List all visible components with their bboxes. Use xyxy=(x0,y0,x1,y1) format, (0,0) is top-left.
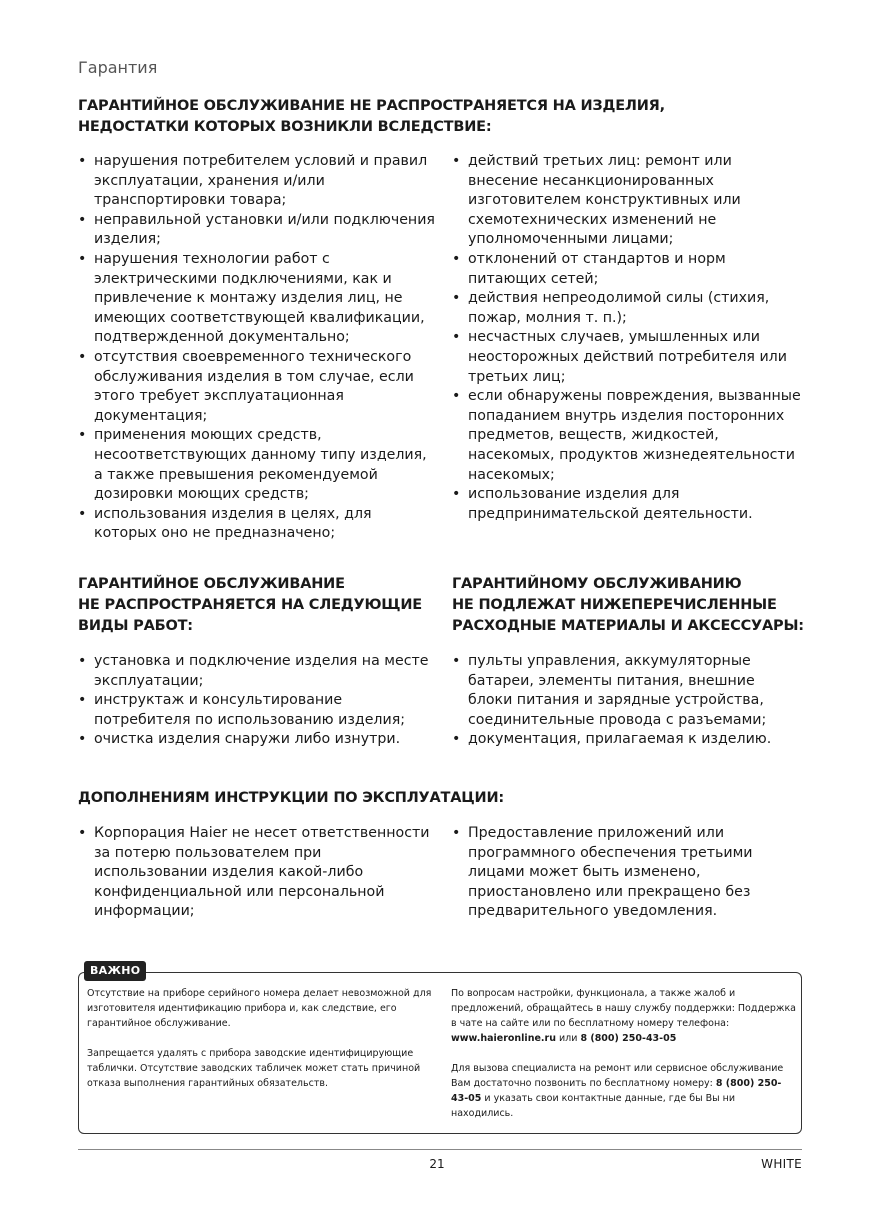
consumables-heading xyxy=(452,574,804,637)
exclusions-list-left xyxy=(78,152,438,544)
manual-additions-list-left xyxy=(78,824,438,922)
manual-additions-heading xyxy=(78,788,504,809)
list-item: • отклонений от стандартов и норм питающих сетей; xyxy=(452,250,802,289)
page-number: 21 xyxy=(429,1157,445,1171)
heading-line: ГАРАНТИЙНОЕ ОБСЛУЖИВАНИЕ xyxy=(78,576,345,592)
heading-line: ГАРАНТИЙНОЕ ОБСЛУЖИВАНИЕ НЕ РАСПРОСТРАНЯЕТСЯ НА ИЗДЕЛИЯ, xyxy=(78,98,665,114)
footer-divider xyxy=(78,1149,802,1150)
list-item: • несчастных случаев, умышленных или неосторожных действий потребителя или третьих лиц; xyxy=(452,328,802,387)
heading-line: ВИДЫ РАБОТ: xyxy=(78,618,193,634)
list-item: • действий третьих лиц: ремонт или внесение несанкционированных изготовителем конструктивных или схемотехнических изменений не уполномоченными лицами; xyxy=(452,152,802,250)
list-item: • применения моющих средств, несоответствующих данному типу изделия, а также превышения рекомендуемой дозировки моющих средств; xyxy=(78,426,438,504)
excluded-works-heading xyxy=(78,574,422,637)
notice-text: или xyxy=(555,1033,581,1044)
list-item: • Предоставление приложений или программного обеспечения третьими лицами может быть изменено, приостановлено или прекращено без предварительного уведомления. xyxy=(452,824,797,922)
warranty-exclusions-heading xyxy=(78,96,665,138)
heading-line: ГАРАНТИЙНОМУ ОБСЛУЖИВАНИЮ xyxy=(452,576,742,592)
list-item: • действия непреодолимой силы (стихия, пожар, молния т. п.); xyxy=(452,289,802,328)
heading-line: НЕДОСТАТКИ КОТОРЫХ ВОЗНИКЛИ ВСЛЕДСТВИЕ: xyxy=(78,119,492,135)
list-item: • использования изделия в целях, для которых оно не предназначено; xyxy=(78,505,438,544)
exclusions-list-right xyxy=(452,152,802,524)
brand-mark: WHITE xyxy=(761,1157,802,1171)
heading-line: РАСХОДНЫЕ МАТЕРИАЛЫ И АКСЕССУАРЫ: xyxy=(452,618,804,634)
list-item: • очистка изделия снаружи либо изнутри. xyxy=(78,730,438,750)
list-item: • нарушения потребителем условий и правил эксплуатации, хранения и/или транспортировки товара; xyxy=(78,152,438,211)
notice-paragraph xyxy=(451,986,796,1046)
list-item: • использование изделия для предпринимательской деятельности. xyxy=(452,485,802,524)
list-item: • инструктаж и консультирование потребителя по использованию изделия; xyxy=(78,691,438,730)
notice-right-column xyxy=(451,986,796,1136)
notice-text: и указать свои контактные данные, где бы Вы ни находились. xyxy=(451,1093,736,1119)
notice-text: Для вызова специалиста на ремонт или сервисное обслуживание Вам достаточно позвонить по бесплатному номеру: xyxy=(451,1063,784,1089)
list-item: • установка и подключение изделия на месте эксплуатации; xyxy=(78,652,438,691)
phone-number: 8 (800) 250-43-05 xyxy=(451,1078,782,1104)
list-item: • отсутствия своевременного технического обслуживания изделия в том случае, если этого требует эксплуатационная документация; xyxy=(78,348,438,426)
notice-paragraph xyxy=(451,1061,796,1121)
manual-additions-list-right xyxy=(452,824,797,922)
section-label: Гарантия xyxy=(78,58,158,77)
list-item: • нарушения технологии работ с электрическими подключениями, как и привлечение к монтажу изделия лиц, не имеющих соответствующей квалификации, подтвержденной документально; xyxy=(78,250,438,348)
notice-paragraph: Отсутствие на приборе серийного номера делает невозможной для изготовителя идентификацию прибора и, как следствие, его гарантийное обслуживание. xyxy=(87,988,432,1029)
list-item: • если обнаружены повреждения, вызванные попаданием внутрь изделия посторонних предметов, веществ, жидкостей, насекомых, продуктов жизнедеятельности насекомых; xyxy=(452,387,802,485)
list-item: • пульты управления, аккумуляторные батареи, элементы питания, внешние блоки питания и зарядные устройства, соединительные провода с разъемами; xyxy=(452,652,802,730)
phone-number: 8 (800) 250-43-05 xyxy=(580,1033,677,1044)
consumables-list xyxy=(452,652,802,750)
list-item: • неправильной установки и/или подключения изделия; xyxy=(78,211,438,250)
important-tab-label: ВАЖНО xyxy=(84,961,146,981)
notice-text: По вопросам настройки, функционала, а также жалоб и предложений, обращайтесь в нашу службу поддержки: Поддержка в чате на сайте или по бесплатному номеру телефона: xyxy=(451,988,797,1029)
excluded-works-list xyxy=(78,652,438,750)
notice-paragraph: Запрещается удалять с прибора заводские идентифицирующие таблички. Отсутствие заводских табличек может стать причиной отказа выполнения гарантийных обязательств. xyxy=(87,1048,421,1089)
heading-line: ДОПОЛНЕНИЯМ ИНСТРУКЦИИ ПО ЭКСПЛУАТАЦИИ: xyxy=(78,790,504,806)
heading-line: НЕ ПОДЛЕЖАТ НИЖЕПЕРЕЧИСЛЕННЫЕ xyxy=(452,597,777,613)
notice-left-column xyxy=(87,986,437,1106)
website-link[interactable]: www.haieronline.ru xyxy=(451,1033,556,1044)
list-item: • документация, прилагаемая к изделию. xyxy=(452,730,802,750)
heading-line: НЕ РАСПРОСТРАНЯЕТСЯ НА СЛЕДУЮЩИЕ xyxy=(78,597,422,613)
list-item: • Корпорация Haier не несет ответственности за потерю пользователем при использовании изделия какой-либо конфиденциальной или персональной информации; xyxy=(78,824,438,922)
